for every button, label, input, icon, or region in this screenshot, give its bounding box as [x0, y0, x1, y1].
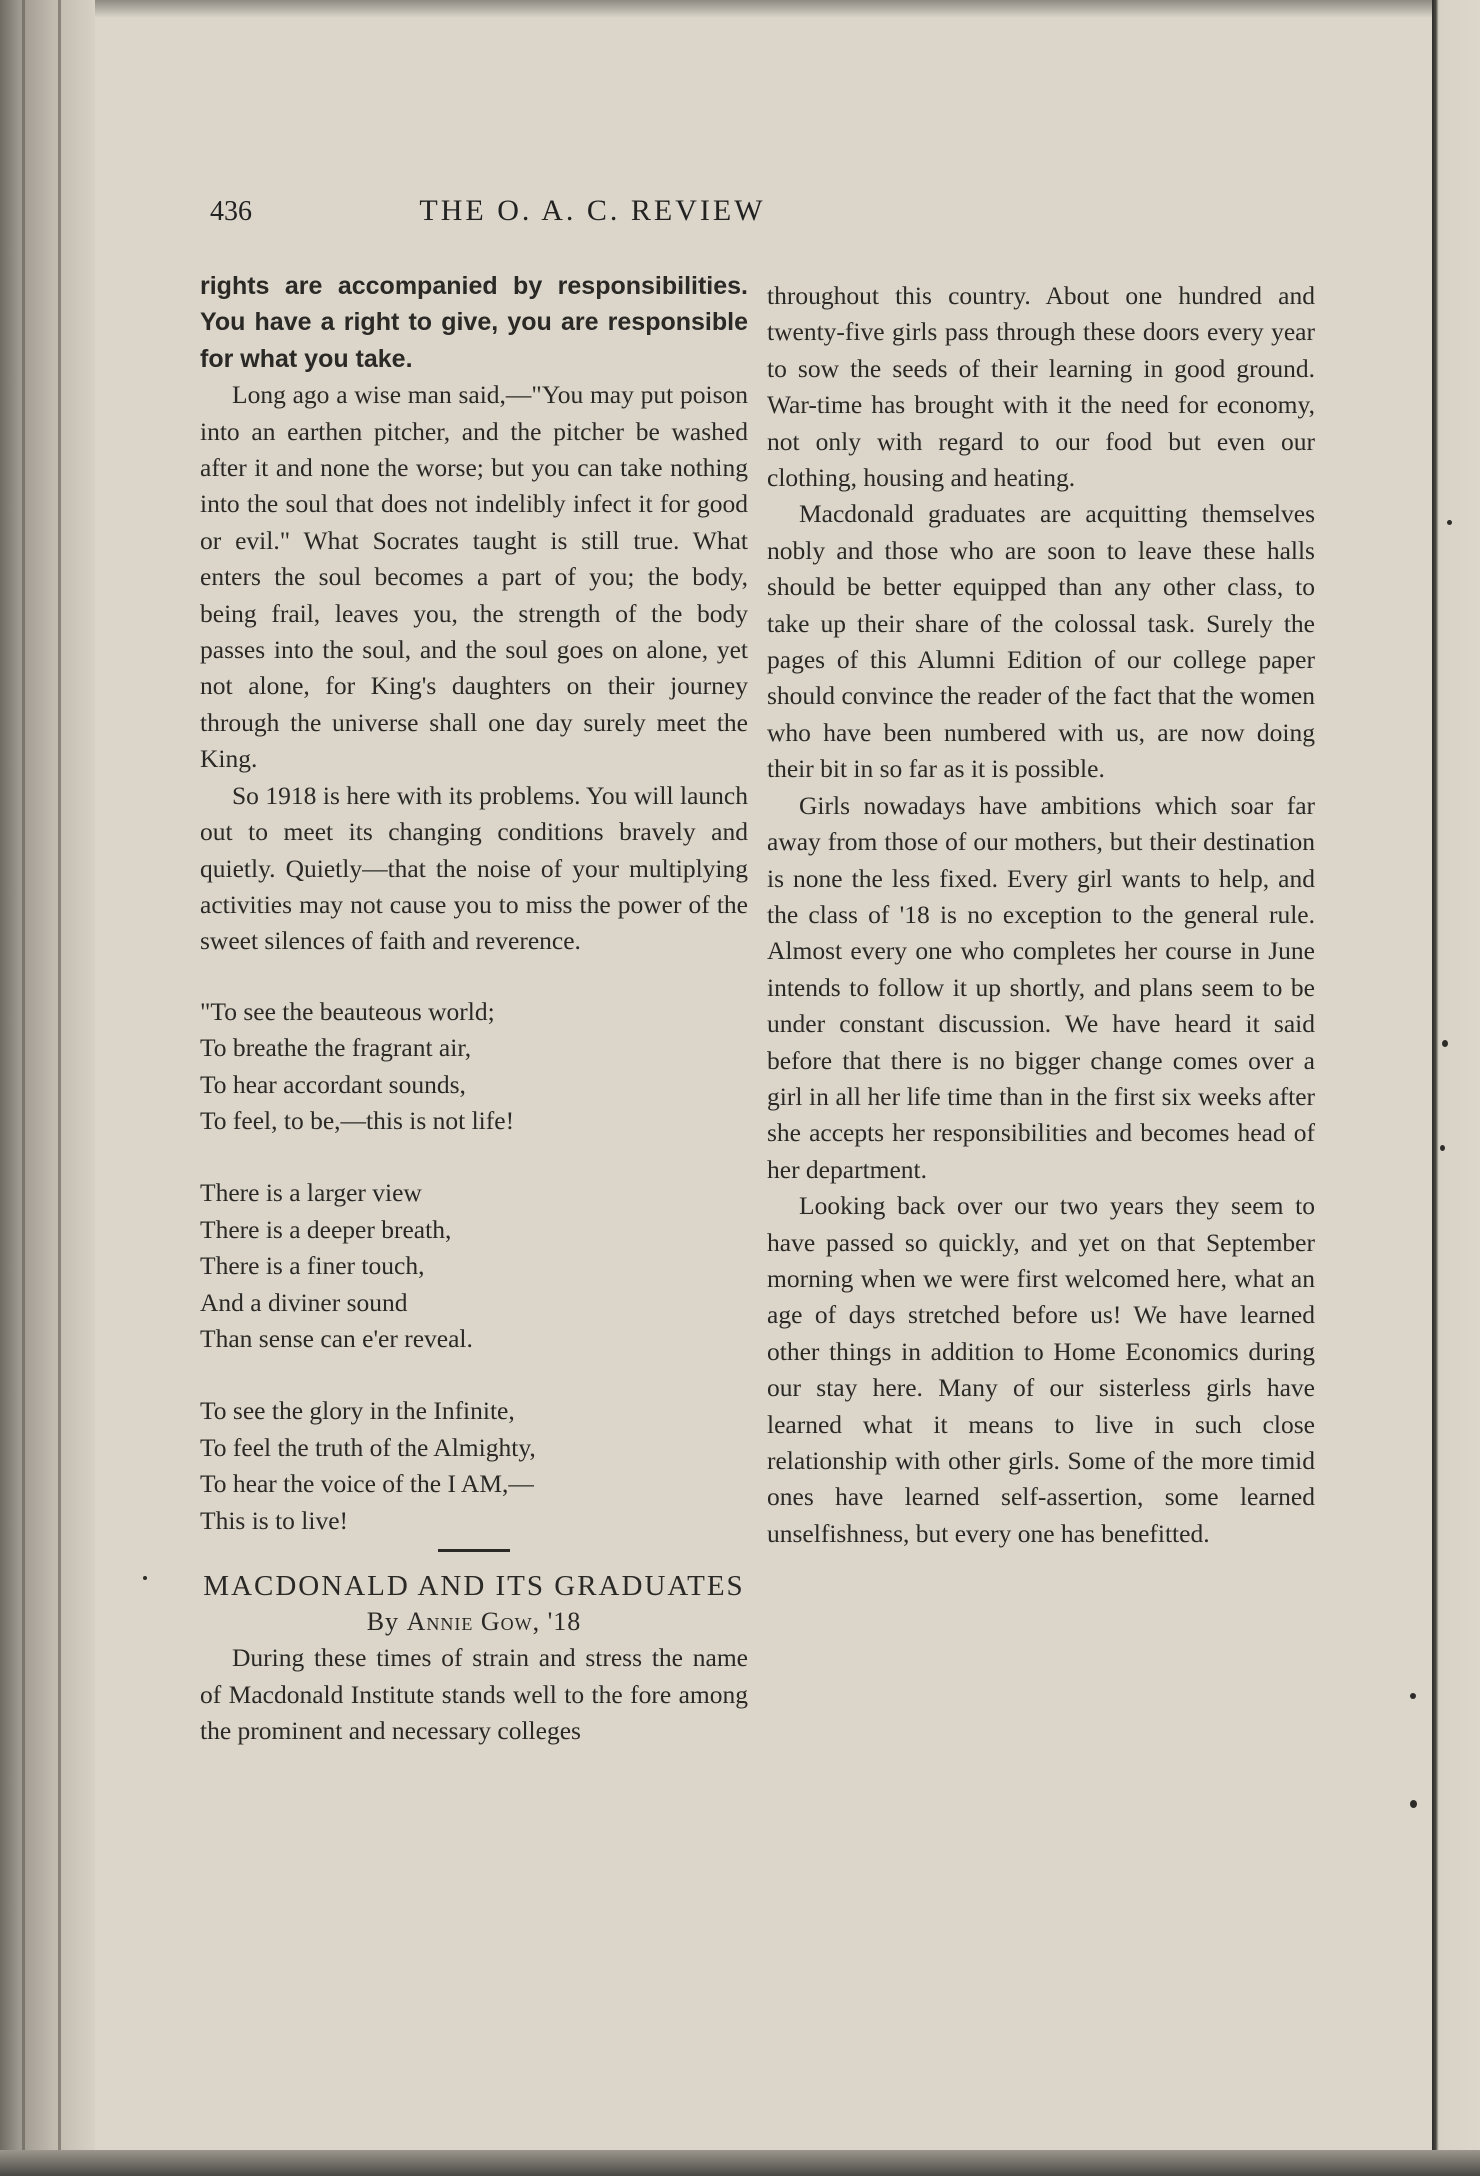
scan-speck	[1410, 1693, 1416, 1699]
paragraph: During these times of strain and stress the name of Macdonald Institute stands well to the fore among the prominent and necessary colleges	[200, 1643, 748, 1746]
scan-speck	[1447, 520, 1452, 525]
scan-speck	[1410, 1800, 1417, 1808]
binding-line	[22, 0, 25, 2176]
lead-paragraph: rights are accompanied by responsibilities. You have a right to give, you are responsible for what you take.	[200, 272, 748, 373]
byline-prefix: By	[366, 1607, 407, 1636]
book-binding	[0, 0, 95, 2176]
poem-line: Than sense can e'er reveal.	[200, 1323, 473, 1353]
paragraph: Looking back over our two years they seem to have passed so quickly, and yet on that September morning when we were first welcomed here, what an age of days stretched before us! We have learned other things in addition to Home Economics during our stay here. Many of our sisterless girls have learned what it means to live in such close relationship with other girls. Some of the more timid ones have learned self-assertion, some learned unselfishness, but every one has benefitted.	[767, 1191, 1315, 1548]
right-column	[767, 278, 1315, 1552]
poem-line: To feel the truth of the Almighty,	[200, 1432, 536, 1462]
page-top-shadow	[0, 0, 1480, 18]
poem-line: To hear the voice of the I AM,—	[200, 1469, 534, 1499]
poem-line: To breathe the fragrant air,	[200, 1033, 472, 1063]
poem-line: To see the glory in the Infinite,	[200, 1396, 515, 1426]
poem-line: And a diviner sound	[200, 1287, 408, 1317]
binding-line	[58, 0, 61, 2176]
scan-speck	[143, 1576, 147, 1580]
poem-line: There is a deeper breath,	[200, 1214, 452, 1244]
paragraph: Girls nowadays have ambitions which soar far away from those of our mothers, but their destination is none the less fixed. Every girl wants to help, and the class of '18 is no exception to the general rule. Almost every one who completes her course in June intends to follow it up shortly, and plans seem to be under constant discussion. We have heard it said before that there is no bigger change comes over a girl in all her life time than in the first six weeks after she accepts her responsibilities and becomes head of her department.	[767, 790, 1315, 1184]
section-divider	[438, 1549, 510, 1552]
paragraph: throughout this country. About one hundred and twenty-five girls pass through these doors every year to sow the seeds of their learning in good ground. War-time has brought with it the need for economy, not only with regard to our food but even our clothing, housing and heating.	[767, 281, 1315, 493]
running-title: THE O. A. C. REVIEW	[419, 194, 766, 227]
poem-stanza	[200, 1393, 748, 1539]
page-header	[210, 196, 975, 246]
paragraph: Long ago a wise man said,—"You may put poison into an earthen pitcher, and the pitcher be washed after it and none the worse; but you can take nothing into the soul that does not indelibly infect it for good or evil." What Socrates taught is still true. What enters the soul becomes a part of you; the body, being frail, leaves you, the strength of the body passes into the soul, and the soul goes on alone, yet not alone, for King's daughters on their journey through the universe shall one day surely meet the King.	[200, 380, 748, 774]
author-name: Annie Gow	[406, 1607, 533, 1636]
paragraph: So 1918 is here with its problems. You will launch out to meet its changing conditions bravely and quietly. Quietly—that the noise of your multiplying activities may not cause you to miss the power of the sweet silences of faith and reverence.	[200, 780, 748, 956]
byline	[200, 1604, 748, 1640]
scan-speck	[1442, 1040, 1448, 1047]
byline-suffix: , '18	[532, 1607, 582, 1636]
poem-line: This is to live!	[200, 1505, 349, 1535]
poem-line: "To see the beauteous world;	[200, 996, 495, 1026]
article-title: MACDONALD AND ITS GRADUATES	[203, 1570, 745, 1602]
next-page-edge	[1432, 0, 1480, 2176]
poem-line: There is a larger view	[200, 1178, 422, 1208]
left-column	[200, 268, 748, 1750]
poem-line: To hear accordant sounds,	[200, 1069, 466, 1099]
poem	[200, 994, 748, 1539]
poem-stanza	[200, 994, 748, 1140]
poem-line: There is a finer touch,	[200, 1251, 425, 1281]
scan-speck	[1440, 1145, 1445, 1151]
page-bottom-edge	[0, 2150, 1480, 2176]
page-number: 436	[210, 196, 252, 227]
poem-line: To feel, to be,—this is not life!	[200, 1105, 515, 1135]
poem-stanza	[200, 1175, 748, 1357]
paragraph: Macdonald graduates are acquitting themselves nobly and those who are soon to leave these halls should be better equipped than any other class, to take up their share of the colossal task. Surely the pages of this Alumni Edition of our college paper should convince the reader of the fact that the women who have been numbered with us, are now doing their bit in so far as it is possible.	[767, 499, 1315, 784]
